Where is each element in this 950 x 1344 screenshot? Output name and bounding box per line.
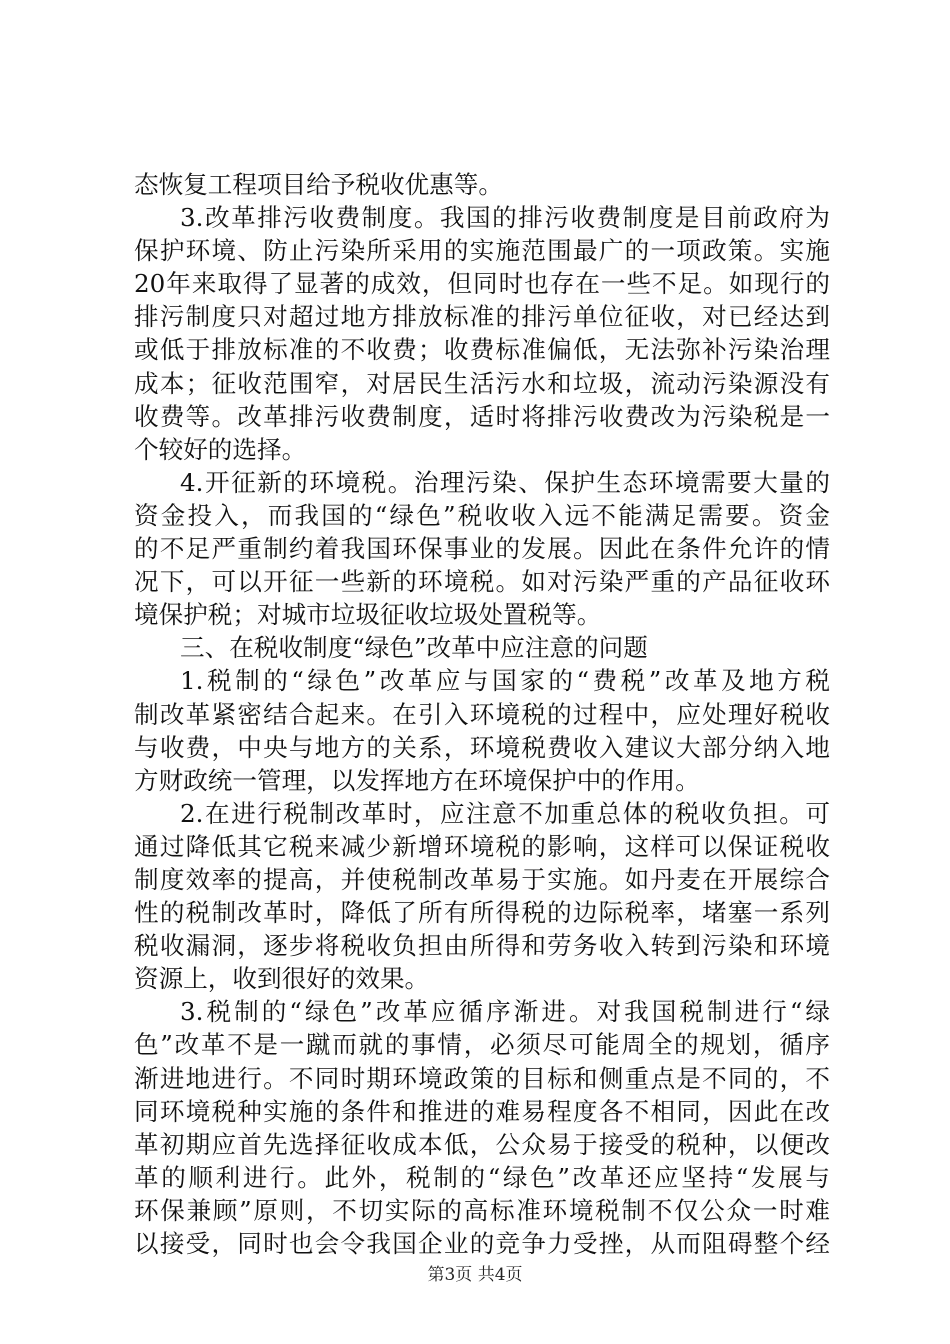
text-line: 成本；征收范围窄，对居民生活污水和垃圾，流动污染源没有 xyxy=(134,368,830,398)
text-line: 革初期应首先选择征收成本低，公众易于接受的税种，以便改 xyxy=(134,1129,830,1159)
text-line: 个较好的选择。 xyxy=(134,434,307,464)
paragraph xyxy=(134,664,830,796)
paragraph xyxy=(134,466,830,631)
text-line: 3.税制的“绿色”改革应循序渐进。对我国税制进行“绿 xyxy=(180,997,830,1027)
text-line: 制度效率的提高，并使税制改革易于实施。如丹麦在开展综合 xyxy=(134,864,830,894)
document-body xyxy=(134,168,830,1260)
text-line: 方财政统一管理，以发挥地方在环境保护中的作用。 xyxy=(134,765,700,795)
text-line: 资金投入，而我国的“绿色”税收收入远不能满足需要。资金 xyxy=(134,500,830,530)
text-line: 态恢复工程项目给予税收优惠等。 xyxy=(134,170,503,199)
text-line: 革的顺利进行。此外，税制的“绿色”改革还应坚持“发展与 xyxy=(134,1162,830,1192)
page-footer: 第3页 共4页 xyxy=(427,1265,523,1285)
text-line: 税收漏洞，逐步将税收负担由所得和劳务收入转到污染和环境 xyxy=(134,931,830,961)
text-line: 环保兼顾”原则，不切实际的高标准环境税制不仅公众一时难 xyxy=(134,1195,830,1225)
paragraph xyxy=(134,631,830,664)
paragraph xyxy=(134,797,830,996)
text-line: 的不足严重制约着我国环保事业的发展。因此在条件允许的情 xyxy=(134,534,830,564)
paragraph xyxy=(134,168,830,201)
text-line: 1.税制的“绿色”改革应与国家的“费税”改革及地方税 xyxy=(180,666,830,696)
text-line: 三、在税收制度“绿色”改革中应注意的问题 xyxy=(180,633,648,663)
text-line: 排污制度只对超过地方排放标准的排污单位征收，对已经达到 xyxy=(134,302,830,332)
paragraph xyxy=(134,995,830,1260)
text-line: 境保护税；对城市垃圾征收垃圾处置税等。 xyxy=(134,600,602,630)
text-line: 3.改革排污收费制度。我国的排污收费制度是目前政府为 xyxy=(180,203,830,233)
text-line: 况下，可以开征一些新的环境税。如对污染严重的产品征收环 xyxy=(134,567,830,597)
text-line: 以接受，同时也会令我国企业的竞争力受挫，从而阻碍整个经 xyxy=(134,1229,830,1258)
text-line: 2.在进行税制改革时，应注意不加重总体的税收负担。可 xyxy=(180,798,830,828)
text-line: 资源上，收到很好的效果。 xyxy=(134,964,430,994)
text-line: 保护环境、防止污染所采用的实施范围最广的一项政策。实施 xyxy=(134,236,830,266)
text-line: 通过降低其它税来减少新增环境税的影响，这样可以保证税收 xyxy=(134,831,830,861)
text-line: 收费等。改革排污收费制度，适时将排污收费改为污染税是一 xyxy=(134,401,830,431)
text-line: 4.开征新的环境税。治理污染、保护生态环境需要大量的 xyxy=(180,467,830,497)
text-line: 色”改革不是一蹴而就的事情，必须尽可能周全的规划，循序 xyxy=(134,1030,830,1060)
text-line: 或低于排放标准的不收费；收费标准偏低，无法弥补污染治理 xyxy=(134,335,830,365)
text-line: 与收费，中央与地方的关系，环境税费收入建议大部分纳入地 xyxy=(134,732,830,762)
text-line: 性的税制改革时，降低了所有所得税的边际税率，堵塞一系列 xyxy=(134,898,830,928)
text-line: 20年来取得了显著的成效，但同时也存在一些不足。如现行的 xyxy=(134,269,830,299)
text-line: 制改革紧密结合起来。在引入环境税的过程中，应处理好税收 xyxy=(134,699,830,729)
text-line: 同环境税种实施的条件和推进的难易程度各不相同，因此在改 xyxy=(134,1096,830,1126)
text-line: 渐进地进行。不同时期环境政策的目标和侧重点是不同的，不 xyxy=(134,1063,830,1093)
paragraph xyxy=(134,201,830,466)
